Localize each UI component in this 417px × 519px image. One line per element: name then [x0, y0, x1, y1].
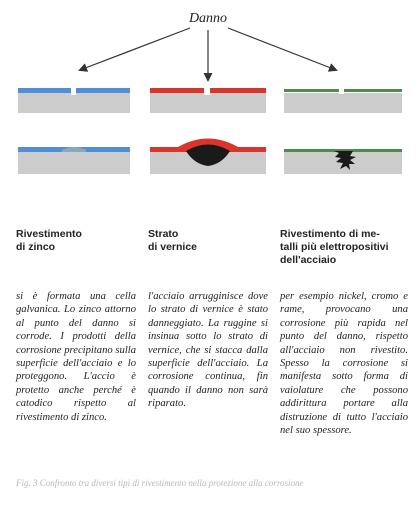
- paint-panel-before: [150, 87, 266, 113]
- damage-notch: [71, 87, 76, 95]
- column-metal-coating: [280, 228, 408, 437]
- column-title-line: Rivestimento di me-: [280, 228, 380, 240]
- zinc-panel-after: [18, 147, 130, 174]
- column-title-line: dell'acciaio: [280, 254, 337, 266]
- column-title: [16, 228, 136, 268]
- column-body: l'acciaio arrugginisce dove lo strato di vernice è stato danneggiato. La ruggine si insinua sotto lo strato di vernice, che si stacca dalla superficie dell'acciaio. La corrosione continua, fin quando il danno non sarà riparato.: [148, 291, 268, 410]
- column-body: si è formata una cella galvanica. Lo zinco attorno al punto del danno si corrode. I prodotti della corrosione precipitano sulla superficie dell'acciaio e lo proteggono. L'accio è protetto anche perché è catodico rispetto al rivestimento di zinco.: [16, 291, 136, 423]
- column-title-line: Rivestimento: [16, 228, 82, 240]
- corrosion-diagram: [0, 0, 417, 228]
- zinc-panel-before: [18, 87, 130, 113]
- figure-caption: Fig. 3 Confronto tra diversi tipi di rivestimento nella protezione alla corrosione: [16, 478, 304, 488]
- column-title-line: di vernice: [148, 241, 198, 253]
- column-title: [280, 228, 408, 268]
- metal-panel-before: [284, 88, 402, 113]
- damage-notch: [204, 87, 210, 95]
- damage-notch: [339, 88, 344, 94]
- metal-panel-after: [284, 149, 402, 174]
- damage-arrows: [80, 28, 336, 80]
- column-body: per esempio nickel, cromo e rame, provocano una corrosione più rapida nel punto del danno, rispetto all'acciaio non rivestito. Spesso la corrosione si manifesta sotto forma di vaiolature che possono addirittura portare alla distruzione di tutto l'acciaio nel suo spessore.: [280, 291, 408, 437]
- paint-panel-after: [150, 139, 266, 175]
- column-paint-layer: [148, 228, 268, 411]
- damage-label: Danno: [188, 11, 228, 26]
- column-title-line: Strato: [148, 228, 179, 240]
- column-title-line: talli più elettropositivi: [280, 241, 389, 253]
- column-title: [148, 228, 268, 268]
- column-title-line: di zinco: [16, 241, 56, 253]
- column-zinc-coating: [16, 228, 136, 424]
- arrow-to-metal: [228, 28, 336, 70]
- arrow-to-zinc: [80, 28, 190, 70]
